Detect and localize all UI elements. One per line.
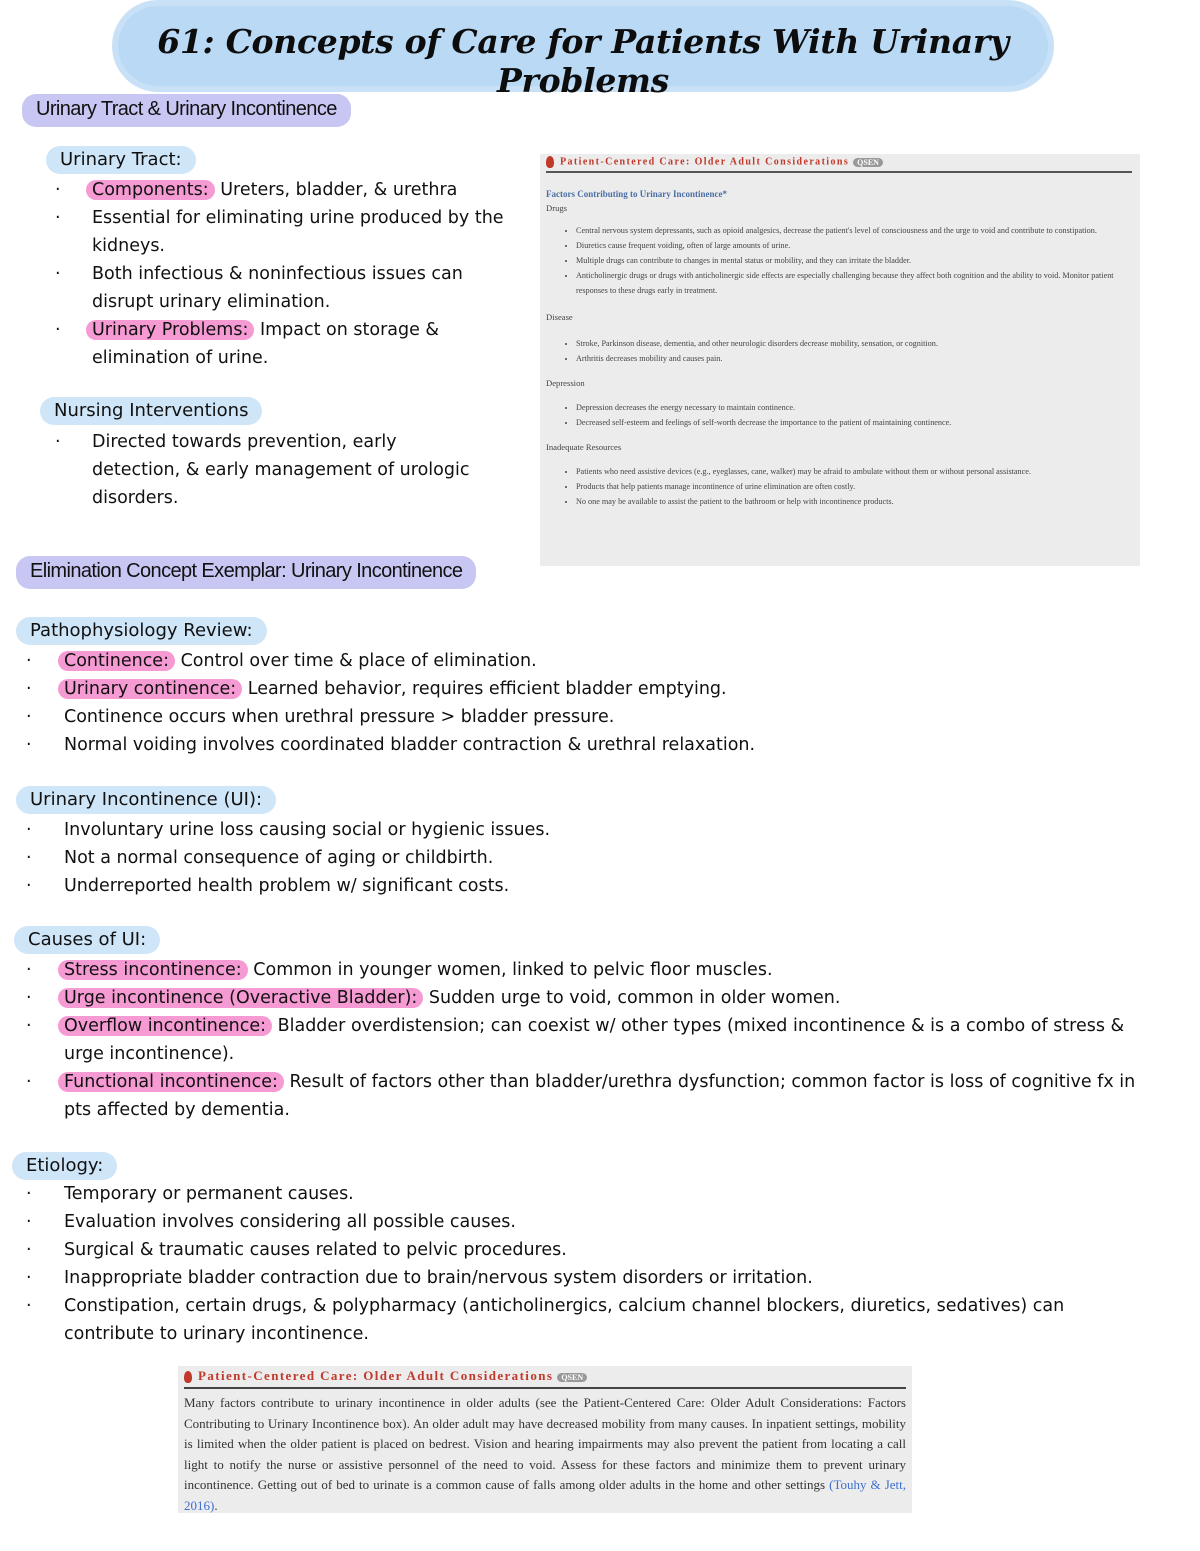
bullet-text: Sudden urge to void, common in older women. bbox=[428, 988, 841, 1008]
list-item: · Constipation, certain drugs, & polypharmacy (anticholinergics, calcium channel blockers, diuretics, sedatives) can contribute to urinary incontinence. bbox=[26, 1296, 1065, 1344]
reference-box-factors bbox=[540, 154, 1140, 566]
list-item: · Not a normal consequence of aging or childbirth. bbox=[26, 848, 494, 868]
list-item: · Continence occurs when urethral pressure > bladder pressure. bbox=[26, 707, 615, 727]
bullet-text: Ureters, bladder, & urethra bbox=[220, 180, 458, 200]
divider bbox=[184, 1387, 906, 1389]
reference-box-older-adult bbox=[178, 1366, 912, 1513]
divider bbox=[546, 171, 1132, 173]
highlight-term: Urge incontinence (Overactive Bladder): bbox=[58, 988, 423, 1008]
subheading-causes: Causes of UI: bbox=[14, 926, 160, 954]
group-items bbox=[546, 336, 1132, 366]
bullet-text: Surgical & traumatic causes related to pelvic procedures. bbox=[64, 1240, 567, 1260]
group-items bbox=[546, 400, 1132, 430]
group-depression: Depression bbox=[546, 378, 585, 388]
list-item: · Overflow incontinence: Bladder overdistension; can coexist w/ other types (mixed incontinence & is a combo of stress & urge incontinence). bbox=[26, 1016, 1125, 1064]
list-item: · Both infectious & noninfectious issues can disrupt urinary elimination. bbox=[55, 264, 463, 312]
section-heading-urinary-tract: Urinary Tract & Urinary Incontinence bbox=[22, 94, 351, 127]
list-item: · Essential for eliminating urine produced by the kidneys. bbox=[55, 208, 504, 256]
list-item: • Arthritis decreases mobility and causes pain. bbox=[576, 351, 1132, 366]
group-items bbox=[546, 223, 1132, 298]
highlight-term: Stress incontinence: bbox=[58, 960, 248, 980]
section-heading-elimination-concept: Elimination Concept Exemplar: Urinary Incontinence bbox=[16, 556, 476, 589]
list-item: · Components: Ureters, bladder, & urethra bbox=[55, 180, 458, 200]
subheading-urinary-incontinence: Urinary Incontinence (UI): bbox=[16, 786, 276, 814]
list-item: • Anticholinergic drugs or drugs with anticholinergic side effects are especially challenging because they affect both cognition and the ability to void. Monitor patient responses to these drugs early in treatment. bbox=[576, 268, 1132, 298]
list-item: • Diuretics cause frequent voiding, often of large amounts of urine. bbox=[576, 238, 1132, 253]
ref-box-header: Patient-Centered Care: Older Adult Considerations QSEN bbox=[184, 1368, 906, 1384]
urinary-tract-list bbox=[55, 176, 525, 372]
list-item: · Involuntary urine loss causing social or hygienic issues. bbox=[26, 820, 551, 840]
page-title: 61: Concepts of Care for Patients With Urinary Problems bbox=[157, 22, 1009, 100]
ref-box-header: Patient-Centered Care: Older Adult Considerations QSEN bbox=[546, 156, 1132, 168]
group-disease: Disease bbox=[546, 312, 573, 322]
bullet-text: Both infectious & noninfectious issues can disrupt urinary elimination. bbox=[92, 264, 463, 312]
list-item: · Urinary Problems: Impact on storage & elimination of urine. bbox=[55, 320, 440, 368]
list-item: • Patients who need assistive devices (e.g., eyeglasses, cane, walker) may be afraid to ambulate without them or without personal assistance. bbox=[576, 464, 1132, 479]
group-items bbox=[546, 464, 1132, 509]
etiology-list bbox=[26, 1180, 1136, 1348]
list-item: • No one may be available to assist the patient to the bathroom or help with incontinence products. bbox=[576, 494, 1132, 509]
ref-box-caption: Factors Contributing to Urinary Incontinence* bbox=[546, 189, 727, 199]
bullet-text: Directed towards prevention, early detection, & early management of urologic disorders. bbox=[92, 432, 470, 508]
causes-list bbox=[26, 956, 1136, 1124]
bullet-text: Inappropriate bladder contraction due to brain/nervous system disorders or irritation. bbox=[64, 1268, 813, 1288]
list-item: · Directed towards prevention, early detection, & early management of urologic disorders. bbox=[55, 432, 470, 508]
highlight-term: Continence: bbox=[58, 651, 175, 671]
qsen-tag: QSEN bbox=[557, 1373, 587, 1382]
highlight-term: Functional incontinence: bbox=[58, 1072, 284, 1092]
list-item: · Evaluation involves considering all possible causes. bbox=[26, 1212, 516, 1232]
flame-icon bbox=[546, 156, 554, 168]
list-item: · Functional incontinence: Result of factors other than bladder/urethra dysfunction; common factor is loss of cognitive fx in pts affected by dementia. bbox=[26, 1072, 1136, 1120]
list-item: • Decreased self-esteem and feelings of self-worth decrease the importance to the patient of maintaining continence. bbox=[576, 415, 1132, 430]
bullet-text: Not a normal consequence of aging or childbirth. bbox=[64, 848, 494, 868]
bullet-text: Involuntary urine loss causing social or hygienic issues. bbox=[64, 820, 551, 840]
list-item: · Inappropriate bladder contraction due to brain/nervous system disorders or irritation. bbox=[26, 1268, 813, 1288]
list-item: · Urinary continence: Learned behavior, requires efficient bladder emptying. bbox=[26, 679, 727, 699]
ref-box-body: Many factors contribute to urinary incontinence in older adults (see the Patient-Centered Care: Older Adult Considerations: Factors Contributing to Urinary Incontinence box). An older adult may have decreased mobility from many causes. In inpatient settings, mobility is limited when the older patient is placed on bedrest. Vision and hearing impairments may also prevent the patient from locating a call light to notify the nurse or assistive personnel of the need to void. Assess for these factors and minimize them to prevent urinary incontinence. Getting out of bed to urinate is a common cause of falls among older adults in the home and other settings (Touhy & Jett, 2016). bbox=[184, 1395, 907, 1513]
subheading-etiology: Etiology: bbox=[12, 1152, 117, 1180]
subheading-pathophysiology: Pathophysiology Review: bbox=[16, 617, 267, 645]
bullet-text: Normal voiding involves coordinated bladder contraction & urethral relaxation. bbox=[64, 735, 756, 755]
subheading-nursing-interventions: Nursing Interventions bbox=[40, 397, 262, 425]
bullet-text: Common in younger women, linked to pelvic floor muscles. bbox=[253, 960, 773, 980]
list-item: · Temporary or permanent causes. bbox=[26, 1184, 354, 1204]
bullet-text: Learned behavior, requires efficient bladder emptying. bbox=[247, 679, 727, 699]
list-item: • Central nervous system depressants, such as opioid analgesics, decrease the patient's level of consciousness and the urge to void and contribute to constipation. bbox=[576, 223, 1132, 238]
list-item: · Continence: Control over time & place of elimination. bbox=[26, 651, 537, 671]
subheading-urinary-tract: Urinary Tract: bbox=[46, 146, 196, 174]
highlight-term: Urinary Problems: bbox=[86, 320, 254, 340]
bullet-text: Constipation, certain drugs, & polypharmacy (anticholinergics, calcium channel blockers, diuretics, sedatives) can contribute to urinary incontinence. bbox=[64, 1296, 1065, 1344]
list-item: · Stress incontinence: Common in younger women, linked to pelvic floor muscles. bbox=[26, 960, 773, 980]
list-item: • Products that help patients manage incontinence of urine elimination are often costly. bbox=[576, 479, 1132, 494]
highlight-term: Components: bbox=[86, 180, 215, 200]
pathophysiology-list bbox=[26, 647, 1146, 759]
bullet-text: Evaluation involves considering all possible causes. bbox=[64, 1212, 516, 1232]
bullet-text: Underreported health problem w/ significant costs. bbox=[64, 876, 510, 896]
list-item: • Depression decreases the energy necessary to maintain continence. bbox=[576, 400, 1132, 415]
list-item: · Urge incontinence (Overactive Bladder): Sudden urge to void, common in older women. bbox=[26, 988, 841, 1008]
list-item: • Stroke, Parkinson disease, dementia, and other neurologic disorders decrease mobility, sensation, or cognition. bbox=[576, 336, 1132, 351]
urinary-incontinence-list bbox=[26, 816, 1146, 900]
bullet-text: Essential for eliminating urine produced by the kidneys. bbox=[92, 208, 504, 256]
nursing-list bbox=[55, 428, 475, 512]
list-item: · Underreported health problem w/ significant costs. bbox=[26, 876, 510, 896]
bullet-text: Continence occurs when urethral pressure > bladder pressure. bbox=[64, 707, 615, 727]
highlight-term: Urinary continence: bbox=[58, 679, 242, 699]
bullet-text: Temporary or permanent causes. bbox=[64, 1184, 354, 1204]
group-drugs: Drugs bbox=[546, 203, 568, 213]
bullet-text: Bladder overdistension; can coexist w/ other types (mixed incontinence & is a combo of stress & urge incontinence). bbox=[64, 1016, 1125, 1064]
list-item: · Surgical & traumatic causes related to pelvic procedures. bbox=[26, 1240, 567, 1260]
highlight-term: Overflow incontinence: bbox=[58, 1016, 272, 1036]
bullet-text: Result of factors other than bladder/urethra dysfunction; common factor is loss of cognitive fx in pts affected by dementia. bbox=[64, 1072, 1136, 1120]
list-item: • Multiple drugs can contribute to changes in mental status or mobility, and they can irritate the bladder. bbox=[576, 253, 1132, 268]
bullet-text: Control over time & place of elimination. bbox=[180, 651, 537, 671]
list-item: · Normal voiding involves coordinated bladder contraction & urethral relaxation. bbox=[26, 735, 756, 755]
flame-icon bbox=[184, 1371, 192, 1383]
citation-link[interactable]: (Touhy & Jett, 2016) bbox=[184, 1477, 907, 1513]
bullet-text: Impact on storage & elimination of urine. bbox=[92, 320, 440, 368]
qsen-tag: QSEN bbox=[853, 158, 883, 167]
group-inadequate-resources: Inadequate Resources bbox=[546, 442, 622, 452]
